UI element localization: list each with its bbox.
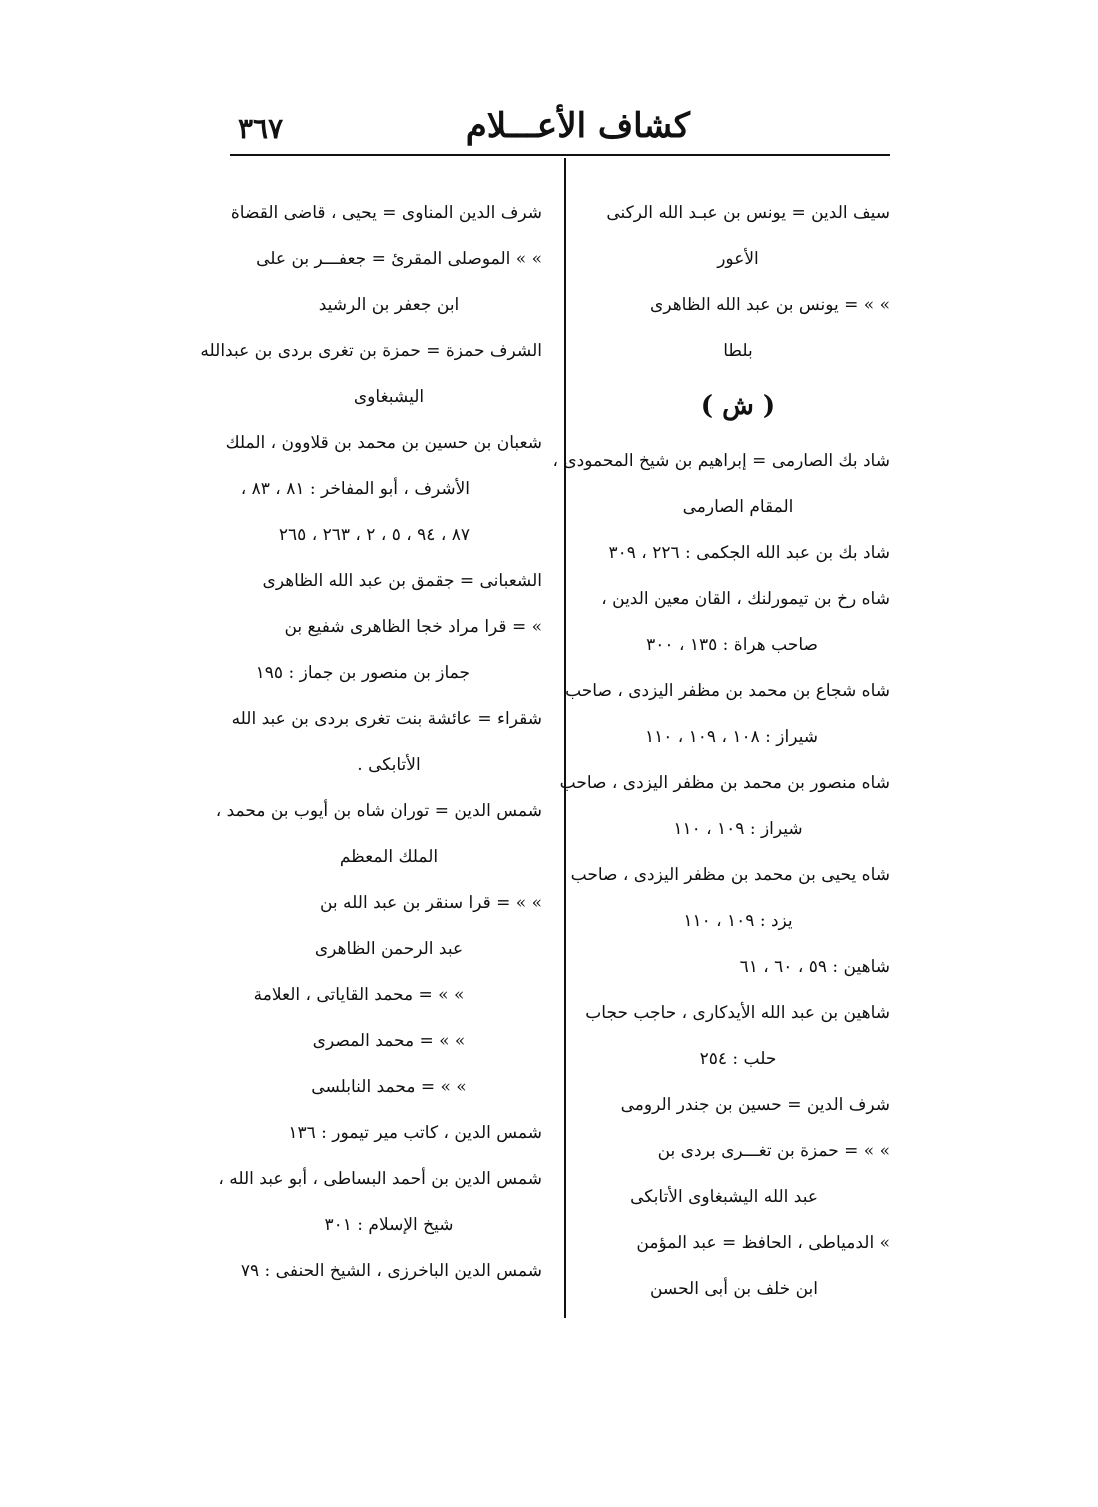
entry-line: شاهين بن عبد الله الأيدكارى ، حاجب حجاب <box>585 1003 890 1023</box>
entry-line: شرف الدين المناوى = يحيى ، قاضى القضاة <box>230 203 542 223</box>
entry-line: شقراء = عائشة بنت تغرى بردى بن عبد الله <box>231 709 542 729</box>
page-number: ٣٦٧ <box>238 112 284 145</box>
entry-continuation-line: الملك المعظم <box>339 847 439 867</box>
index-column-left <box>200 190 542 1294</box>
index-entry <box>200 328 542 420</box>
entry-continuation-line: بلطا <box>723 341 753 361</box>
entry-line: شاه منصور بن محمد بن مظفر اليزدى ، صاحب <box>559 773 890 793</box>
index-entry <box>586 1082 890 1128</box>
index-entry <box>565 668 890 760</box>
index-entry <box>236 1248 542 1294</box>
index-entry <box>586 944 890 990</box>
index-entry <box>570 852 890 944</box>
entry-line: شرف الدين = حسين بن جندر الرومى <box>620 1095 890 1115</box>
index-entry <box>552 438 890 530</box>
index-entry <box>559 760 890 852</box>
entry-line: شمس الدين الباخرزى ، الشيخ الحنفى : ٧٩ <box>240 1261 542 1281</box>
entry-continuation-line: الأتابكى . <box>357 755 421 775</box>
page-title: كشاف الأعـــلام <box>465 106 690 146</box>
entry-continuation-line: اليشبغاوى <box>353 387 425 407</box>
index-entry <box>230 190 542 236</box>
entry-continuation-line: جماز بن منصور بن جماز : ١٩٥ <box>255 663 470 683</box>
index-entry <box>586 1220 890 1312</box>
page-header <box>230 106 890 156</box>
entry-line: شاه يحيى بن محمد بن مظفر اليزدى ، صاحب <box>570 865 890 885</box>
entry-line: » = قرا مراد خجا الظاهرى شفيع بن <box>284 617 542 637</box>
index-entry <box>236 558 542 604</box>
entry-continuation-line: عبد الرحمن الظاهرى <box>314 939 464 959</box>
column-divider <box>564 158 566 1318</box>
entry-continuation-line: ٨٧ ، ٩٤ ، ٥ ، ٢ ، ٢٦٣ ، ٢٦٥ <box>278 525 470 545</box>
entry-continuation-line: ابن جعفر بن الرشيد <box>318 295 460 315</box>
index-entry <box>225 420 542 558</box>
entry-continuation-line: شيراز : ١٠٨ ، ١٠٩ ، ١١٠ <box>644 727 818 747</box>
index-entry <box>236 1110 542 1156</box>
entry-line: » الدمياطى ، الحافظ = عبد المؤمن <box>636 1233 890 1253</box>
entry-line: شاد بك بن عبد الله الجكمى : ٢٢٦ ، ٣٠٩ <box>608 543 890 563</box>
entry-continuation-line: ابن خلف بن أبى الحسن <box>649 1279 818 1299</box>
index-entry <box>586 1128 890 1220</box>
entry-line: » » = محمد القاياتى ، العلامة <box>253 985 465 1005</box>
index-entry <box>586 530 890 576</box>
entry-continuation-line: حلب : ٢٥٤ <box>699 1049 777 1069</box>
entry-line: سيف الدين = يونس بن عبـد الله الركنى <box>606 203 890 223</box>
entry-line: شمس الدين = توران شاه بن أيوب بن محمد ، <box>215 801 542 821</box>
entry-line: شمس الدين ، كاتب مير تيمور : ١٣٦ <box>288 1123 542 1143</box>
index-entry <box>236 880 542 972</box>
index-entry <box>586 990 890 1082</box>
entry-line: » » = يونس بن عبد الله الظاهرى <box>650 295 890 315</box>
header-rule <box>230 154 890 156</box>
index-entry <box>586 282 890 374</box>
index-entry <box>236 1064 542 1110</box>
index-entry <box>236 1018 542 1064</box>
entry-line: شاهين : ٥٩ ، ٦٠ ، ٦١ <box>739 957 890 977</box>
section-heading: ( ش ) <box>700 391 776 421</box>
entry-line: » » = محمد المصرى <box>312 1031 466 1051</box>
entry-line: الشعبانى = جقمق بن عبد الله الظاهرى <box>262 571 542 591</box>
entry-line: الشرف حمزة = حمزة بن تغرى بردى بن عبدالله <box>200 341 542 361</box>
entry-line: » » الموصلى المقرئ = جعفـــر بن على <box>256 249 542 269</box>
index-column-right <box>552 190 890 1312</box>
index-entry <box>215 788 542 880</box>
index-entry <box>236 236 542 328</box>
entry-continuation-line: شيخ الإسلام : ٣٠١ <box>324 1215 454 1235</box>
entry-line: » » = محمد النابلسى <box>311 1077 467 1097</box>
entry-continuation-line: يزد : ١٠٩ ، ١١٠ <box>683 911 793 931</box>
entry-continuation-line: عبد الله اليشبغاوى الأتابكى <box>630 1187 818 1207</box>
entry-continuation-line: الأشرف ، أبو المفاخر : ٨١ ، ٨٣ ، <box>240 479 470 499</box>
index-entry <box>236 604 542 696</box>
index-entry <box>231 696 542 788</box>
index-entry <box>236 972 542 1018</box>
entry-line: » » = حمزة بن تغـــرى بردى بن <box>657 1141 890 1161</box>
entry-line: شاد بك الصارمى = إبراهيم بن شيخ المحمودى ، <box>552 451 890 471</box>
entry-continuation-line: صاحب هراة : ١٣٥ ، ٣٠٠ <box>646 635 818 655</box>
entry-continuation-line: شيراز : ١٠٩ ، ١١٠ <box>673 819 803 839</box>
entry-line: شاه شجاع بن محمد بن مظفر اليزدى ، صاحب <box>565 681 890 701</box>
index-entry <box>586 576 890 668</box>
index-entry <box>586 190 890 282</box>
index-entry <box>218 1156 542 1248</box>
entry-line: شعبان بن حسين بن محمد بن قلاوون ، الملك <box>225 433 542 453</box>
entry-continuation-line: الأعور <box>717 249 759 269</box>
entry-line: شمس الدين بن أحمد البساطى ، أبو عبد الله ، <box>218 1169 542 1189</box>
entry-line: » » = قرا سنقر بن عبد الله بن <box>319 893 542 913</box>
entry-line: شاه رخ بن تيمورلنك ، القان معين الدين ، <box>601 589 890 609</box>
entry-continuation-line: المقام الصارمى <box>682 497 794 517</box>
